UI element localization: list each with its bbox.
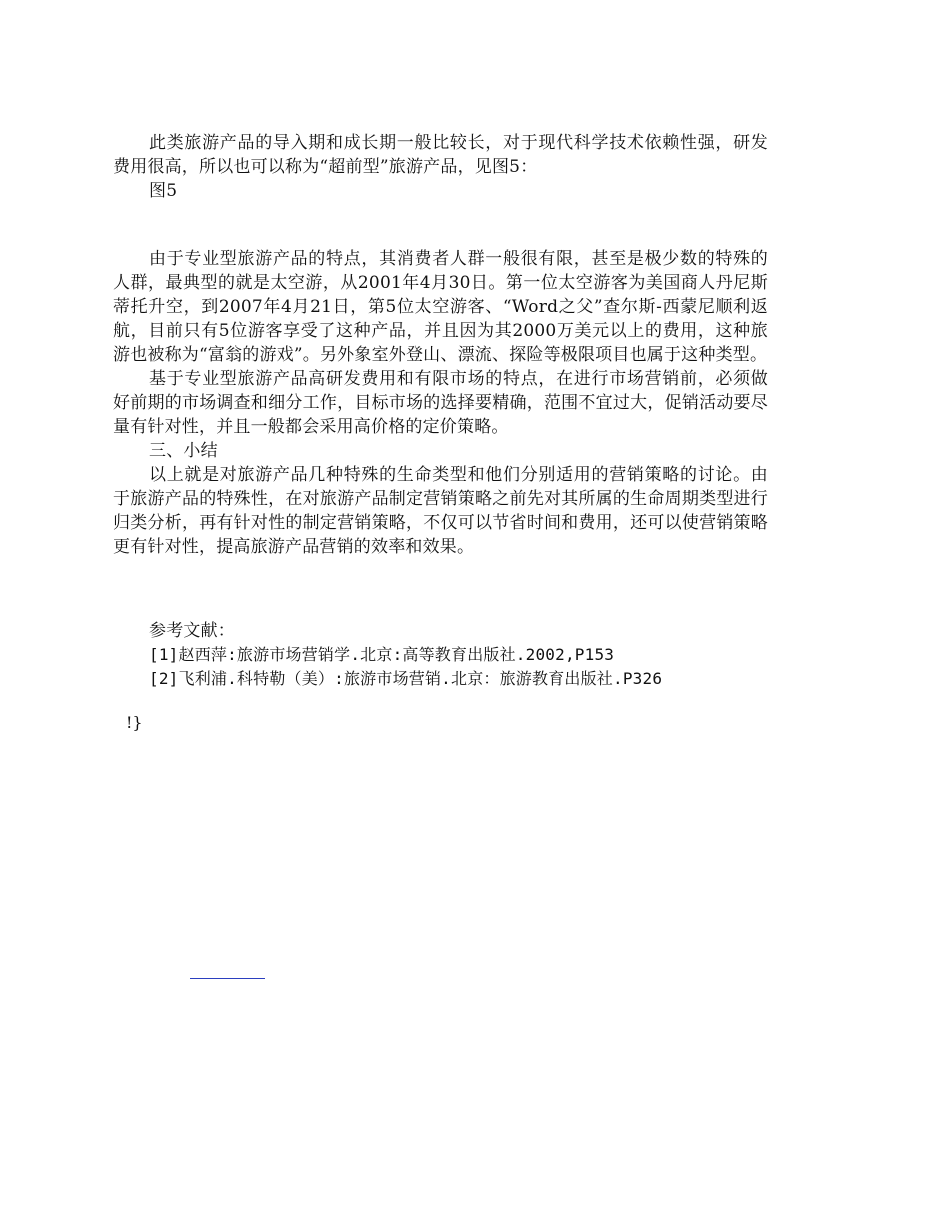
paragraph-3: 基于专业型旅游产品高研发费用和有限市场的特点，在进行市场营销前，必须做好前期的市场调查和细分工作，目标市场的选择要精确，范围不宜过大，促销活动要尽量有针对性，并且一般都会采用高价格的定价策略。 <box>113 369 768 437</box>
figure-label: 图5 <box>149 181 178 201</box>
section-heading: 三、小结 <box>149 441 218 461</box>
paragraph-1: 此类旅游产品的导入期和成长期一般比较长，对于现代科学技术依赖性强，研发费用很高，所以也可以称为“超前型”旅游产品，见图5： <box>113 133 768 177</box>
stray-mark: !} <box>126 713 143 732</box>
references-section <box>113 619 768 691</box>
main-text <box>113 131 768 203</box>
reference-item: [1]赵西萍:旅游市场营销学.北京:高等教育出版社.2002,P153 <box>149 645 615 664</box>
references-heading: 参考文献： <box>149 621 235 641</box>
paragraph-2: 由于专业型旅游产品的特点，其消费者人群一般很有限，甚至是极少数的特殊的人群，最典型的就是太空游，从2001年4月30日。第一位太空游客为美国商人丹尼斯蒂托升空，到2007年4月21日，第5位太空游客、“Word之父”查尔斯-西蒙尼顺利返航，目前只有5位游客享受了这种产品，并且因为其2000万美元以上的费用，这种旅游也被称为“富翁的游戏”。另外象室外登山、漂流、探险等极限项目也属于这种类型。 <box>113 249 768 365</box>
footnote-separator <box>190 978 265 979</box>
reference-item: [2]飞利浦.科特勒（美）:旅游市场营销.北京：旅游教育出版社.P326 <box>149 669 663 688</box>
main-text-continued <box>113 247 768 559</box>
paragraph-4: 以上就是对旅游产品几种特殊的生命类型和他们分别适用的营销策略的讨论。由于旅游产品的特殊性，在对旅游产品制定营销策略之前先对其所属的生命周期类型进行归类分析，再有针对性的制定营销策略，不仅可以节省时间和费用，还可以使营销策略更有针对性，提高旅游产品营销的效率和效果。 <box>113 465 768 557</box>
